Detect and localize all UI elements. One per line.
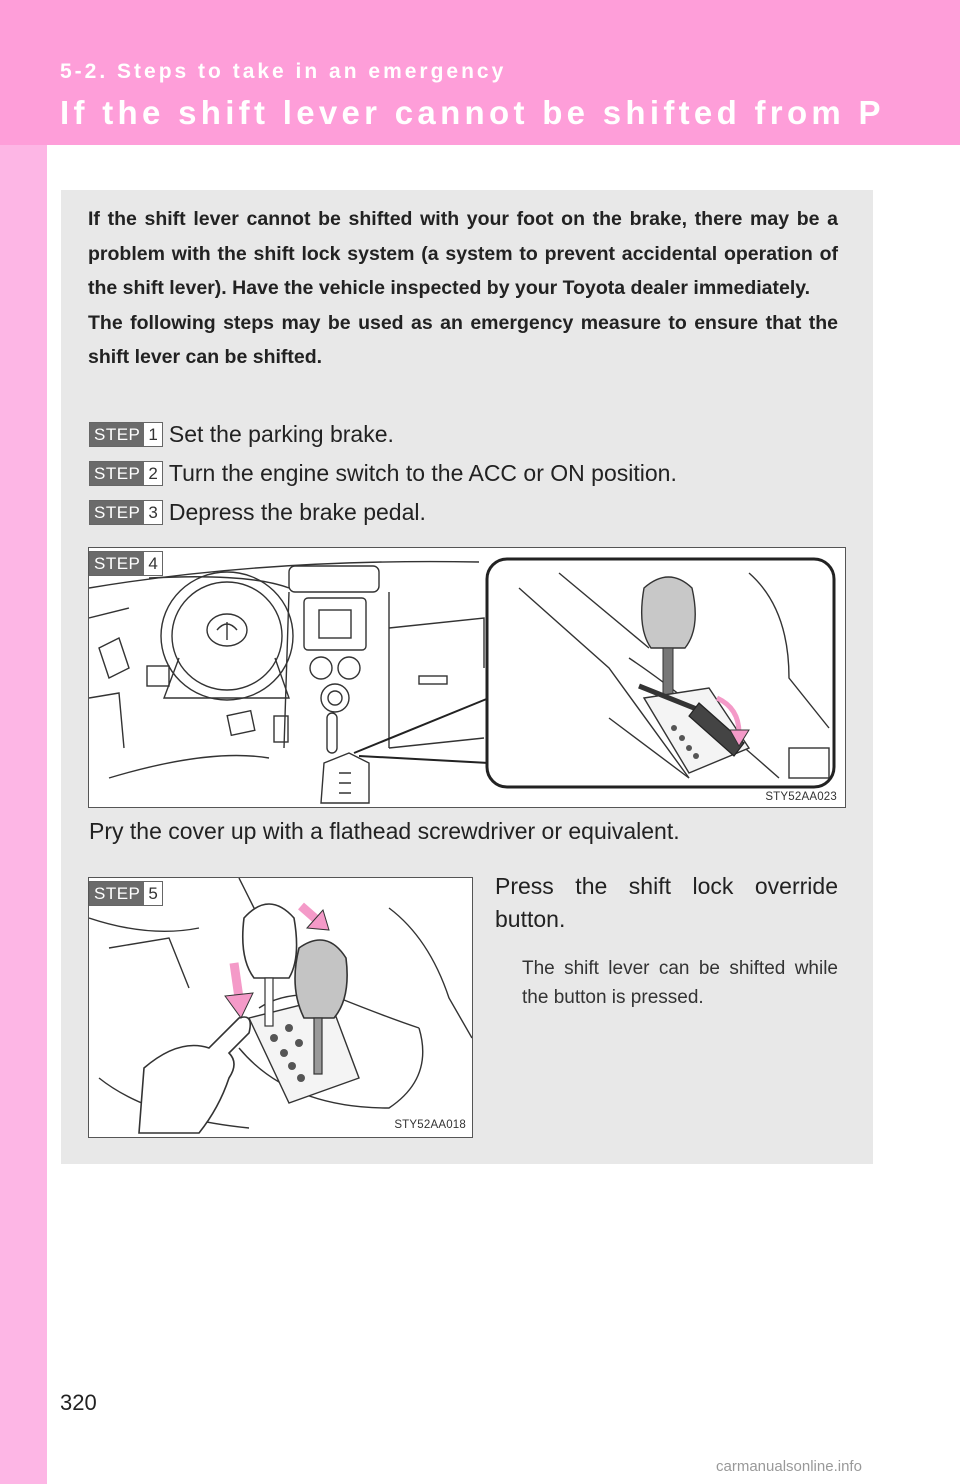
step-word: STEP [90,462,144,485]
step-number: 1 [144,423,161,446]
step-badge [89,500,163,525]
step-number: 4 [144,552,161,575]
step-5-note: The shift lever can be shifted while the button is pressed. [522,958,838,1008]
step-text: Set the parking brake. [168,420,394,447]
shift-lock-drawing [89,878,472,1137]
step-4-illustration [88,547,846,808]
step-4-badge [89,551,169,576]
intro-paragraph-2: The following steps may be used as an emergency measure to ensure that the shift lever can be shifted. [88,311,838,368]
intro-text [88,202,838,375]
side-strip [0,145,47,1484]
page-title: If the shift lever cannot be shifted from P [60,94,885,131]
figure-code: STY52AA018 [394,1119,466,1131]
dashboard-drawing [89,548,845,807]
step-badge [89,461,163,486]
step-2 [89,460,677,486]
section-label: 5-2. Steps to take in an emergency [60,60,507,83]
step-badge [89,881,163,906]
step-badge [89,551,163,576]
page-number: 320 [60,1390,97,1415]
step-5-badge [89,881,169,906]
step-3 [89,499,426,525]
step-number: 3 [144,501,161,524]
step-word: STEP [90,552,144,575]
step-word: STEP [90,501,144,524]
step-text: Depress the brake pedal. [168,498,426,525]
step-badge [89,422,163,447]
step-number: 5 [144,882,161,905]
step-word: STEP [90,882,144,905]
step-4-text: Pry the cover up with a flathead screwdriver or equivalent. [89,818,680,844]
figure-code: STY52AA023 [765,791,837,803]
step-text: Turn the engine switch to the ACC or ON position. [168,459,677,486]
intro-paragraph-1: If the shift lever cannot be shifted with your foot on the brake, there may be a problem with the shift lock system (a system to prevent accidental operation of the shift lever). Have the vehicle inspected by your Toyota dealer immediately. [88,208,838,299]
step-1 [89,421,394,447]
step-5-illustration [88,877,473,1138]
step-number: 2 [144,462,161,485]
step-word: STEP [90,423,144,446]
watermark: carmanualsonline.info [716,1458,862,1475]
step-5-text: Press the shift lock override button. [495,873,838,932]
